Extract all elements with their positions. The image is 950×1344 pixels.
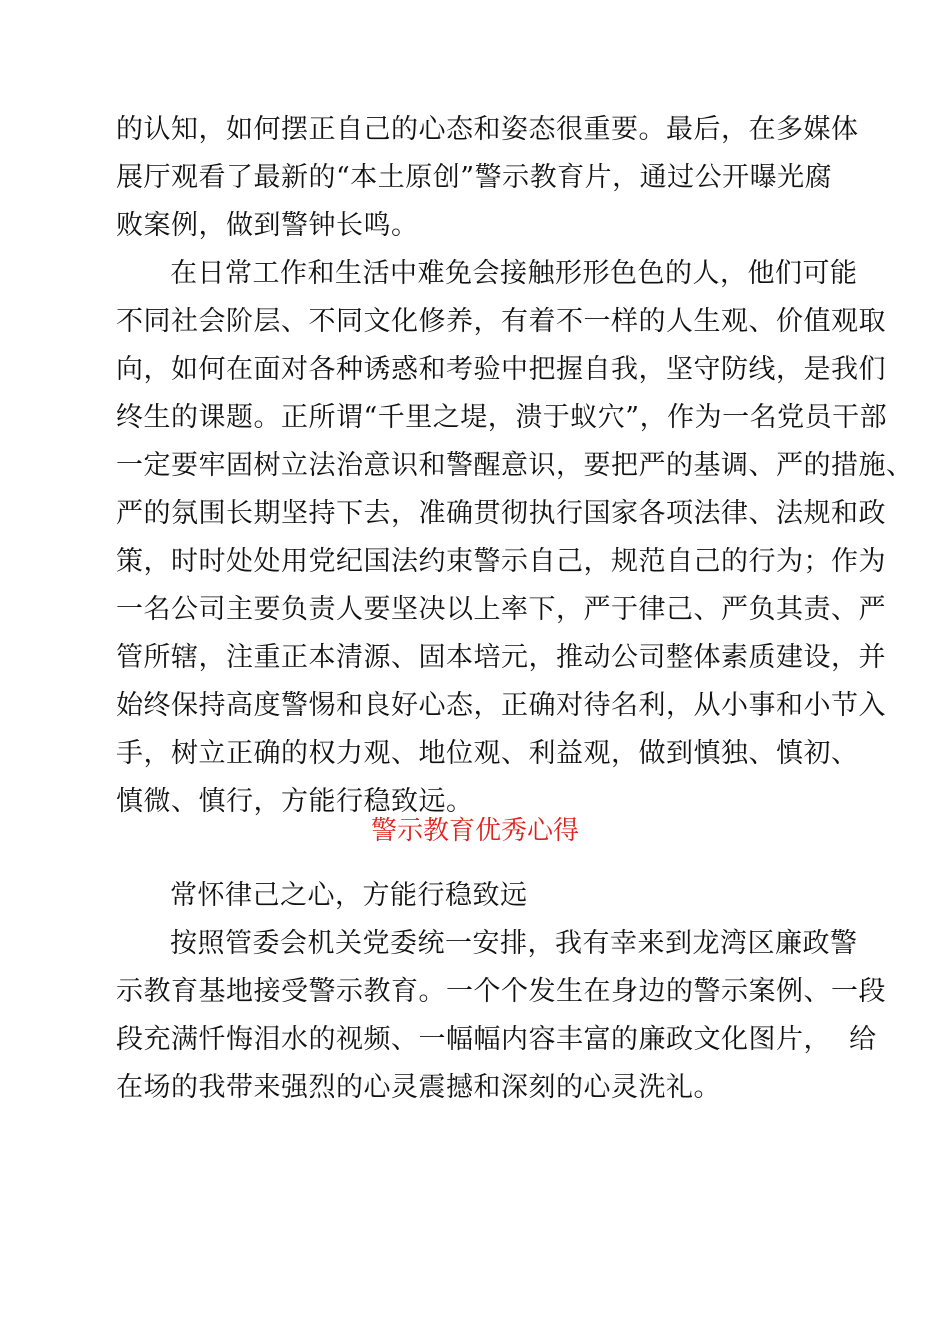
paragraph-line: 一定要牢固树立法治意识和警醒意识，要把严的基调、严的措施、 [116,450,914,481]
paragraph-line: 在场的我带来强烈的心灵震撼和深刻的心灵洗礼。 [116,1072,721,1103]
paragraph-line: 向，如何在面对各种诱惑和考验中把握自我，坚守防线，是我们 [116,354,886,385]
section-title: 警示教育优秀心得 [370,816,579,846]
paragraph-line: 慎微、慎行，方能行稳致远。 [116,786,474,817]
paragraph-line: 的认知，如何摆正自己的心态和姿态很重要。最后，在多媒体 [116,114,859,145]
paragraph-line: 展厅观看了最新的“本土原创”警示教育片，通过公开曝光腐 [116,162,833,193]
paragraph-line: 示教育基地接受警示教育。一个个发生在身边的警示案例、一段 [116,976,886,1007]
paragraph-line: 管所辖，注重正本清源、固本培元，推动公司整体素质建设，并 [116,642,886,673]
paragraph-line: 始终保持高度警惕和良好心态，正确对待名利，从小事和小节入 [116,690,886,721]
paragraph-line: 在日常工作和生活中难免会接触形形色色的人，他们可能 [170,258,858,289]
paragraph-line: 严的氛围长期坚持下去，准确贯彻执行国家各项法律、法规和政 [116,498,886,529]
paragraph-line: 按照管委会机关党委统一安排，我有幸来到龙湾区廉政警 [170,928,858,959]
paragraph-line: 一名公司主要负责人要坚决以上率下，严于律己、严负其责、严 [116,594,886,625]
paragraph-line: 策，时时处处用党纪国法约束警示自己，规范自己的行为；作为 [116,546,886,577]
paragraph-line: 终生的课题。正所谓“千里之堤，溃于蚁穴”，作为一名党员干部 [116,402,888,433]
subtitle: 常怀律己之心，方能行稳致远 [170,880,528,911]
paragraph-line: 败案例，做到警钟长鸣。 [116,210,419,241]
paragraph-line: 手，树立正确的权力观、地位观、利益观，做到慎独、慎初、 [116,738,859,769]
paragraph-line: 段充满忏悔泪水的视频、一幅幅内容丰富的廉政文化图片， 给 [116,1024,877,1055]
paragraph-line: 不同社会阶层、不同文化修养，有着不一样的人生观、价值观取 [116,306,886,337]
